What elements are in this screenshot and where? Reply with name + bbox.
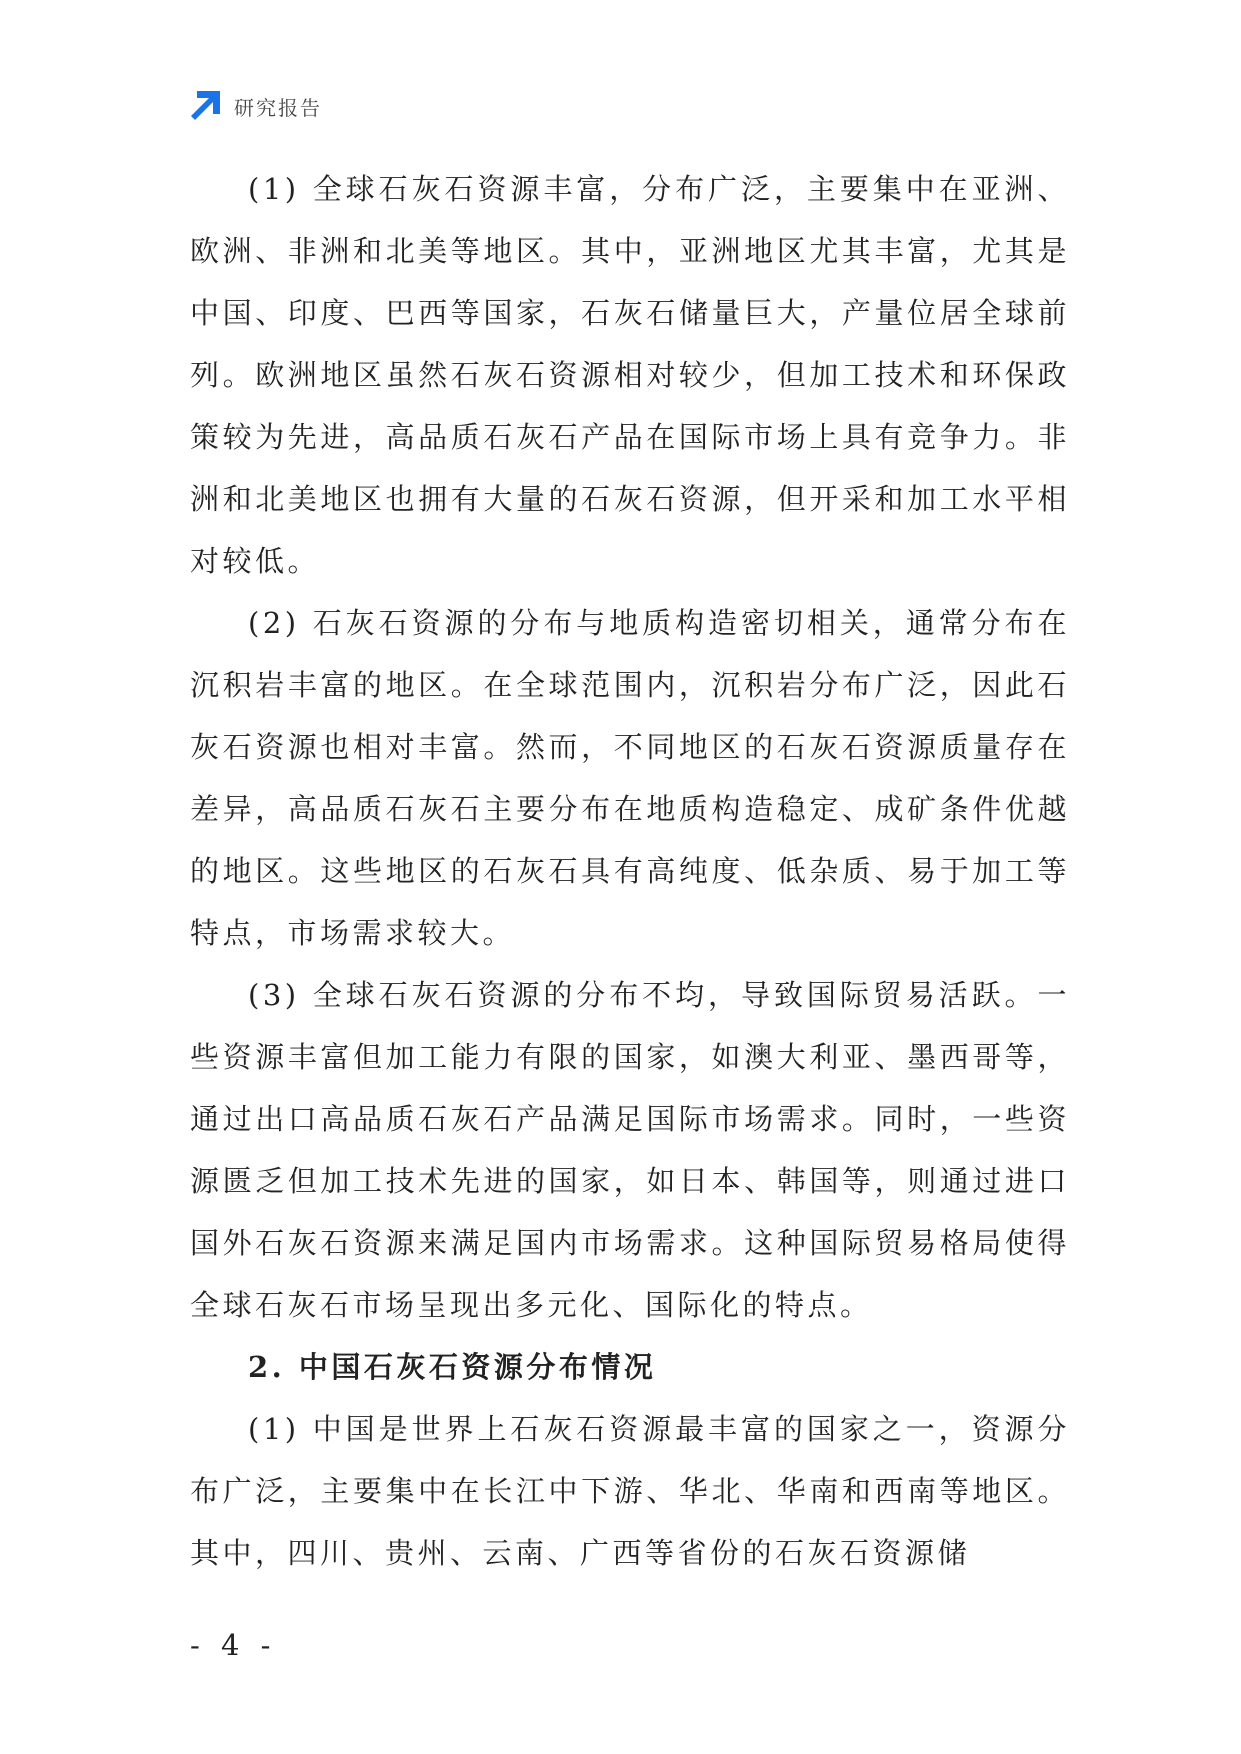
page-number: - 4 - [190,1628,277,1662]
paragraph-1: (1) 全球石灰石资源丰富，分布广泛，主要集中在亚洲、欧洲、非洲和北美等地区。其中，亚洲地区尤其丰富，尤其是中国、印度、巴西等国家，石灰石储量巨大，产量位居全球前列。欧洲地区虽然石灰石资源相对较少，但加工技术和环保政策较为先进，高品质石灰石产品在国际市场上具有竞争力。非洲和北美地区也拥有大量的石灰石资源，但开采和加工水平相对较低。 [190,172,1070,578]
paragraph-2: (2) 石灰石资源的分布与地质构造密切相关，通常分布在沉积岩丰富的地区。在全球范围内，沉积岩分布广泛，因此石灰石资源也相对丰富。然而，不同地区的石灰石资源质量存在差异，高品质石灰石主要分布在地质构造稳定、成矿条件优越的地区。这些地区的石灰石具有高纯度、低杂质、易于加工等特点，市场需求较大。 [190,606,1070,950]
report-header [188,86,322,126]
section-heading: 2. 中国石灰石资源分布情况 [248,1350,657,1384]
document-body [190,158,1070,1584]
arrow-up-right-icon [188,89,222,123]
paragraph-4: (1) 中国是世界上石灰石资源最丰富的国家之一，资源分布广泛，主要集中在长江中下游、华北、华南和西南等地区。其中，四川、贵州、云南、广西等省份的石灰石资源储 [190,1412,1070,1570]
paragraph-3: (3) 全球石灰石资源的分布不均，导致国际贸易活跃。一些资源丰富但加工能力有限的国家，如澳大利亚、墨西哥等，通过出口高品质石灰石产品满足国际市场需求。同时，一些资源匮乏但加工技术先进的国家，如日本、韩国等，则通过进口国外石灰石资源来满足国内市场需求。这种国际贸易格局使得全球石灰石市场呈现出多元化、国际化的特点。 [190,978,1070,1322]
header-title: 研究报告 [234,95,322,120]
